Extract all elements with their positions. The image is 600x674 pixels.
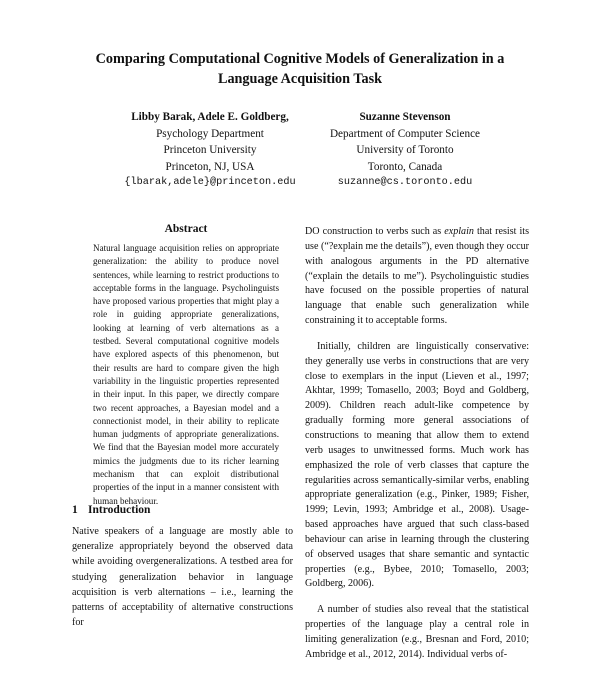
author-block-right [295,109,515,192]
author-email: {lbarak,adele}@princeton.edu [124,177,296,188]
introduction-paragraph: Native speakers of a language are mostly able to generalize appropriately beyond the observed data while avoiding overgeneralizations. A testbed area for studying generalization behavior in language acquisition is verb alternations – i.e., learning the patterns of acceptability of alternative constructions for [72,526,293,629]
author-institution: University of Toronto [356,144,454,156]
author-location: Toronto, Canada [367,160,443,173]
abstract-text: Natural language acquisition relies on appropriate generalization: the ability to produce novel sentences, while learning to restrict productions to acceptable forms in the language. Psycholinguists have proposed various properties that might play a role in guiding appropriate generalizations, looking at learning of verb alternations as a testbed. Several computational cognitive models have explored aspects of this phenomenon, but their results are hard to compare given the high variability in the linguistic properties represented in their input. In this paper, we directly compare two recent approaches, a Bayesian model and a connectionist model, in their ability to replicate human judgments of appropriate generalizations. We find that the Bayesian model more accurately mimics the judgments due to its richer learning mechanism that can exploit distributional properties of the input in a manner consistent with human behaviour. [93,243,279,506]
section-title: Introduction [88,504,151,516]
author-email: suzanne@cs.toronto.edu [337,177,473,188]
paragraph-1-rest: that resist its use (“?explain me the details”), even though they occur with analogous arguments in the PD alternative (“explain the details to me”). Psycholinguistic studies have focused on the possible properties of natural language that enable such generalization while constraining it to acceptable forms. [305,226,529,327]
author-institution: Princeton University [163,144,257,156]
author-names: Suzanne Stevenson [359,111,451,123]
section-number: 1 [72,504,78,516]
right-column [305,225,529,674]
paragraph-1-start: DO construction to verbs such as [305,226,445,237]
paper-title [60,49,540,89]
section-heading-introduction [72,504,292,516]
paper-title-line-2: Language Acquisition Task [217,71,382,87]
paragraph-2: Initially, children are linguistically conservative: they generally use verbs in constructions that are very close to exemplars in the input (Lieven et al., 1997; Akhtar, 1999; Tomasello, 2003; Boyd and Goldberg, 2009). Children reach adult-like competence by gradually forming more general associations of constructions to meaning that allow them to extend verb usages to unwitnessed forms. Much work has emphasized the role of verb classes that capture the regularities across semantically-similar verbs, enabling appropriate generalization (e.g., Pinker, 1989; Fisher, 1999; Levin, 1993; Ambridge et al., 2008). Usage-based approaches have argued that such class-based behaviour can arise in learning through the clustering of observed usages that share semantic and syntactic properties (e.g., Bybee, 2010; Tomasello, 2003; Goldberg, 2006). [305,340,529,590]
author-department: Department of Computer Science [329,127,481,140]
abstract-heading: Abstract [164,223,208,235]
author-block-left [110,109,310,192]
paragraph-1 [305,225,529,329]
paragraph-3: A number of studies also reveal that the statistical properties of the language play a central role in limiting generalization (e.g., Bresnan and Ford, 2010; Ambridge et al., 2012, 2014). Individual verbs of- [305,604,529,660]
italic-term: explain [444,226,474,237]
author-location: Princeton, NJ, USA [165,160,255,173]
author-names: Libby Barak, Adele E. Goldberg, [131,111,289,123]
author-department: Psychology Department [156,127,264,140]
paper-title-line-1: Comparing Computational Cognitive Models of Generalization in a [95,51,505,67]
